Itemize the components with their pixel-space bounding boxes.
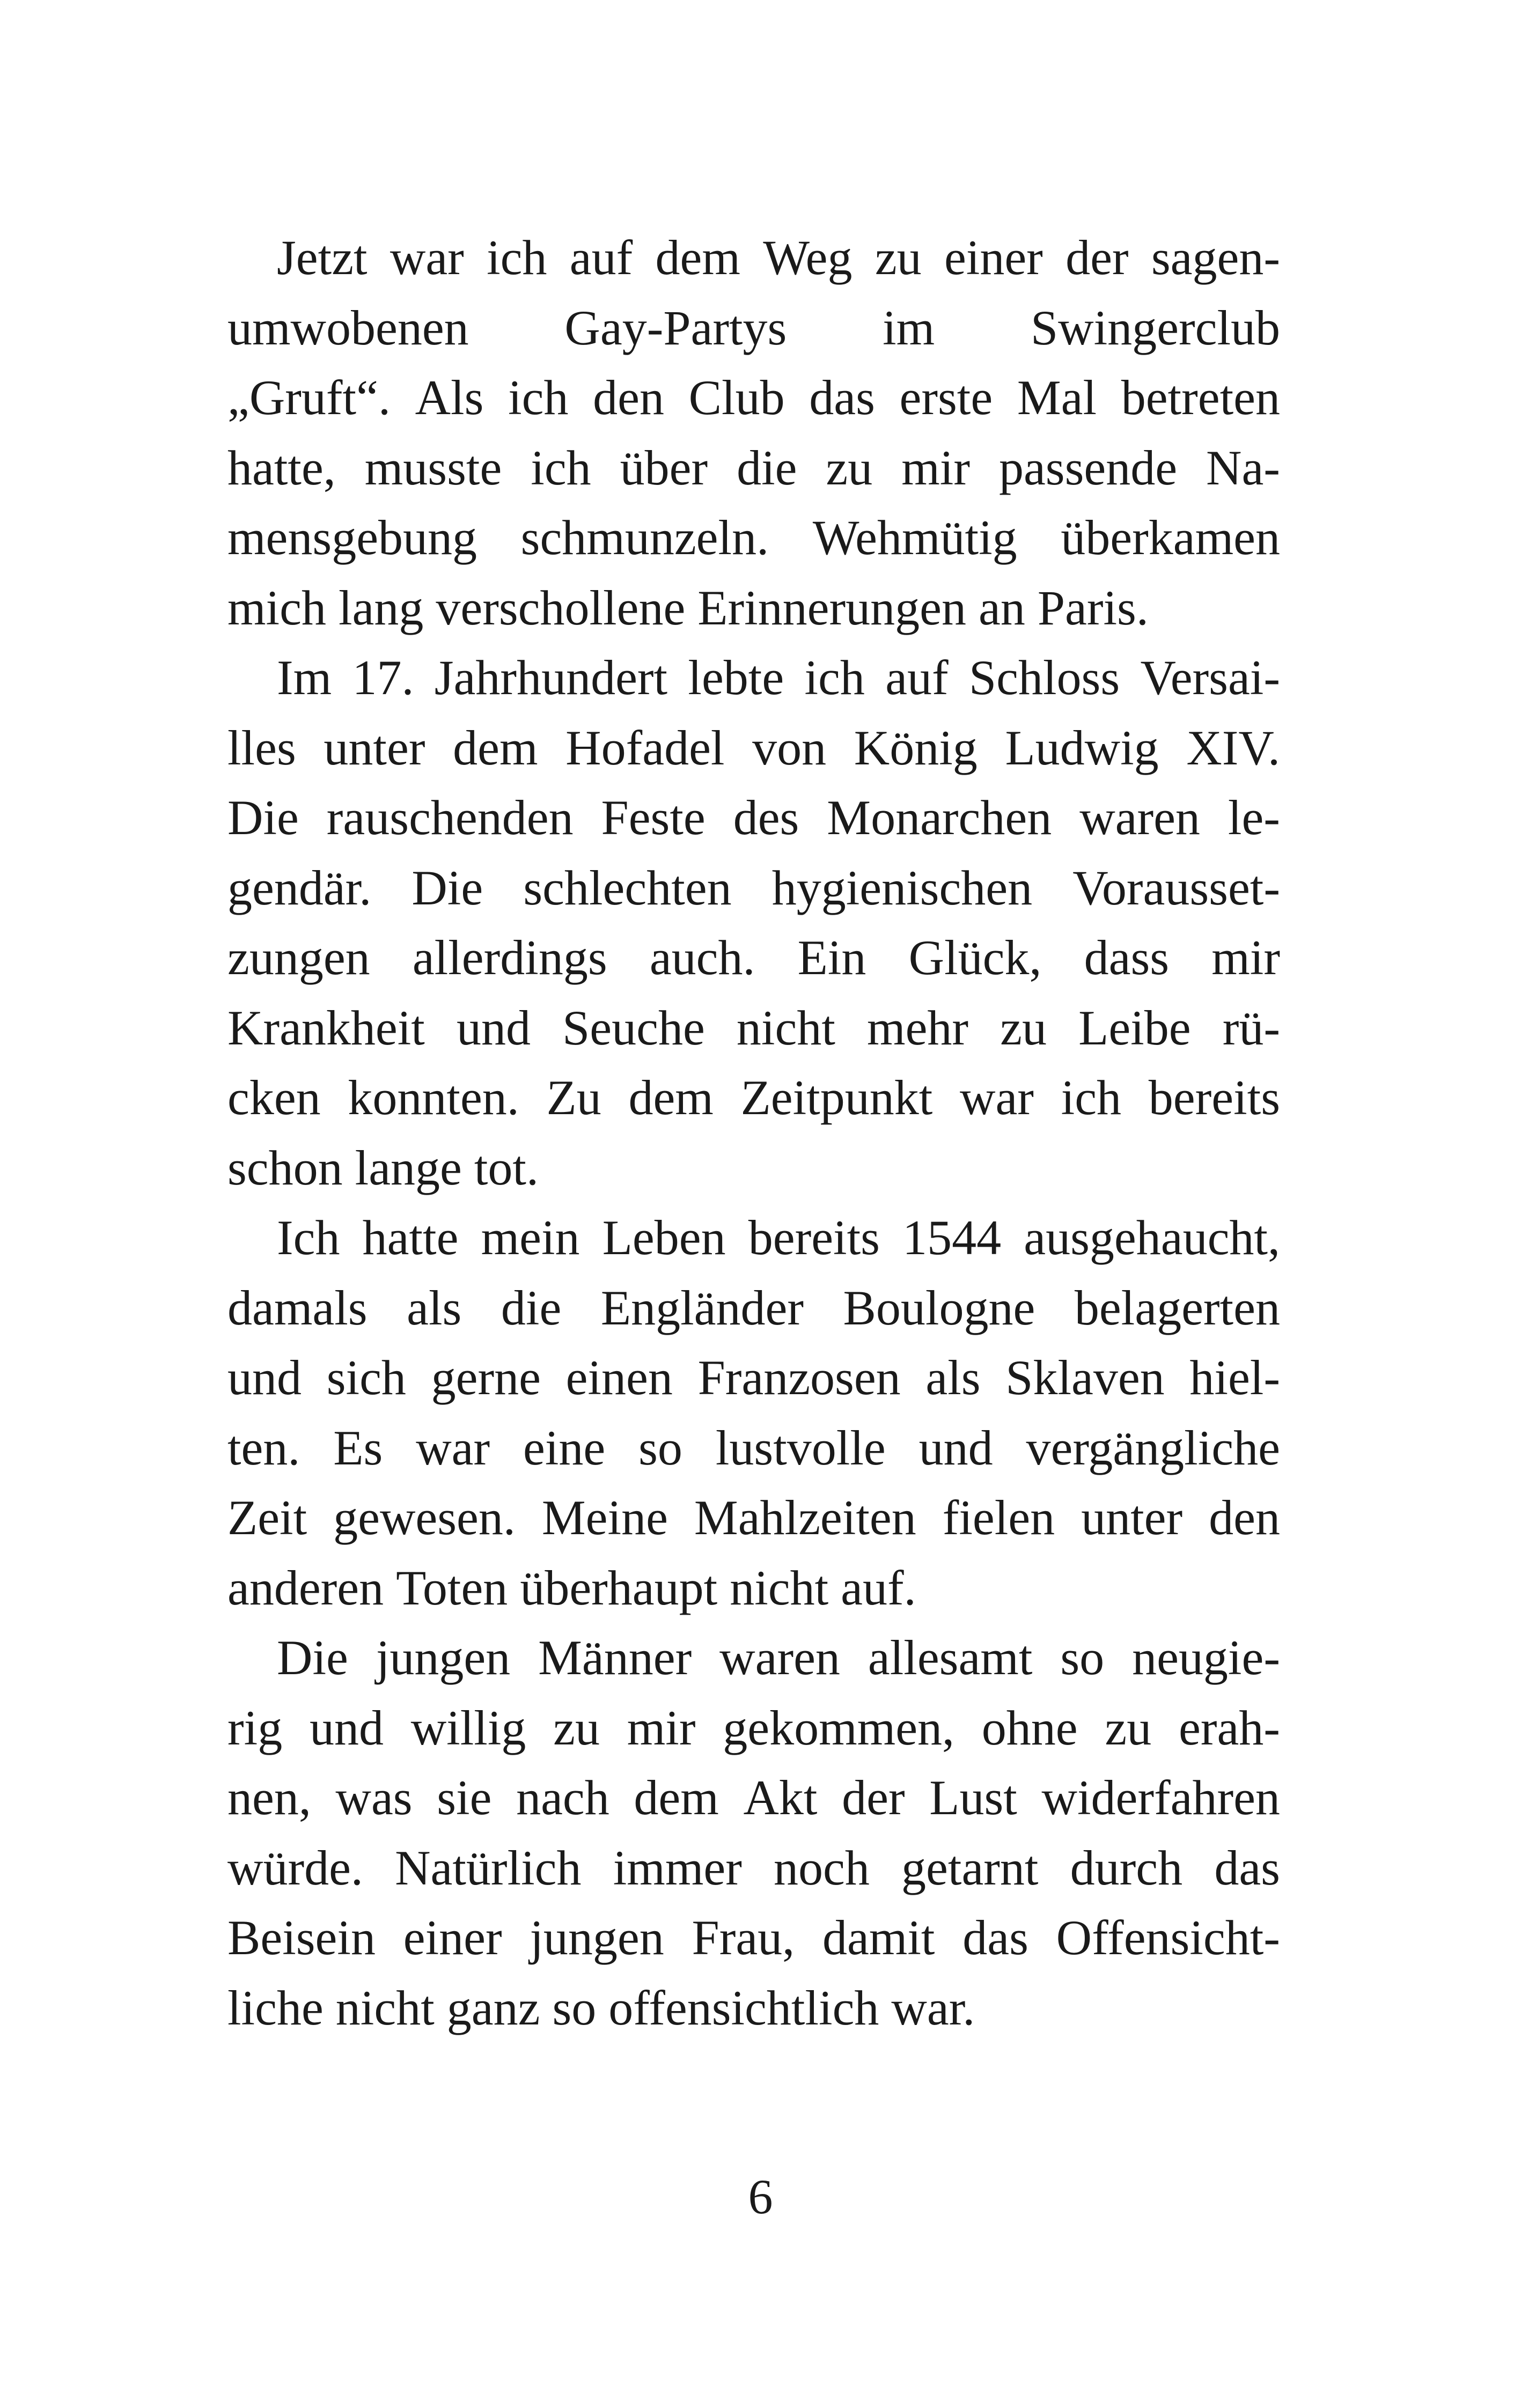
page-number: 6 [748, 2169, 773, 2224]
body-text [227, 223, 1280, 2043]
text-line: liche nicht ganz so offensichtlich war. [227, 1980, 975, 2035]
text-line: ten. Es war eine so lustvolle und vergängliche [227, 1420, 1280, 1475]
text-line: Jetzt war ich auf dem Weg zu einer der sagen- [277, 230, 1280, 285]
text-line: Krankheit und Seuche nicht mehr zu Leibe rü- [227, 1000, 1280, 1055]
text-line: mich lang verschollene Erinnerungen an Paris. [227, 580, 1149, 635]
text-line: Im 17. Jahrhundert lebte ich auf Schloss Versai- [277, 650, 1280, 705]
text-line: schon lange tot. [227, 1140, 539, 1195]
text-line: Die rauschenden Feste des Monarchen waren le- [227, 790, 1280, 845]
text-line: gendär. Die schlechten hygienischen Vorausset- [227, 860, 1280, 915]
text-line: lles unter dem Hofadel von König Ludwig XIV. [227, 720, 1280, 775]
text-line: Beisein einer jungen Frau, damit das Offensicht- [227, 1910, 1280, 1965]
text-line: hatte, musste ich über die zu mir passende Na- [227, 440, 1280, 495]
text-line: damals als die Engländer Boulogne belagerten [227, 1280, 1280, 1335]
text-line: würde. Natürlich immer noch getarnt durch das [227, 1840, 1280, 1895]
text-line: cken konnten. Zu dem Zeitpunkt war ich bereits [227, 1070, 1280, 1125]
text-line: Zeit gewesen. Meine Mahlzeiten fielen unter den [227, 1490, 1280, 1545]
text-line: zungen allerdings auch. Ein Glück, dass mir [227, 930, 1280, 985]
text-line: nen, was sie nach dem Akt der Lust widerfahren [227, 1770, 1280, 1825]
text-line: Ich hatte mein Leben bereits 1544 ausgehaucht, [277, 1210, 1280, 1265]
text-line: „Gruft“. Als ich den Club das erste Mal betreten [227, 370, 1280, 425]
text-line: umwobenen Gay-Partys im Swingerclub [227, 300, 1280, 355]
text-line: rig und willig zu mir gekommen, ohne zu erah- [227, 1700, 1280, 1755]
text-line: mensgebung schmunzeln. Wehmütig überkamen [227, 510, 1280, 565]
text-line: und sich gerne einen Franzosen als Sklaven hiel- [227, 1350, 1280, 1405]
text-line: Die jungen Männer waren allesamt so neugie- [277, 1630, 1280, 1685]
text-line: anderen Toten überhaupt nicht auf. [227, 1560, 916, 1615]
